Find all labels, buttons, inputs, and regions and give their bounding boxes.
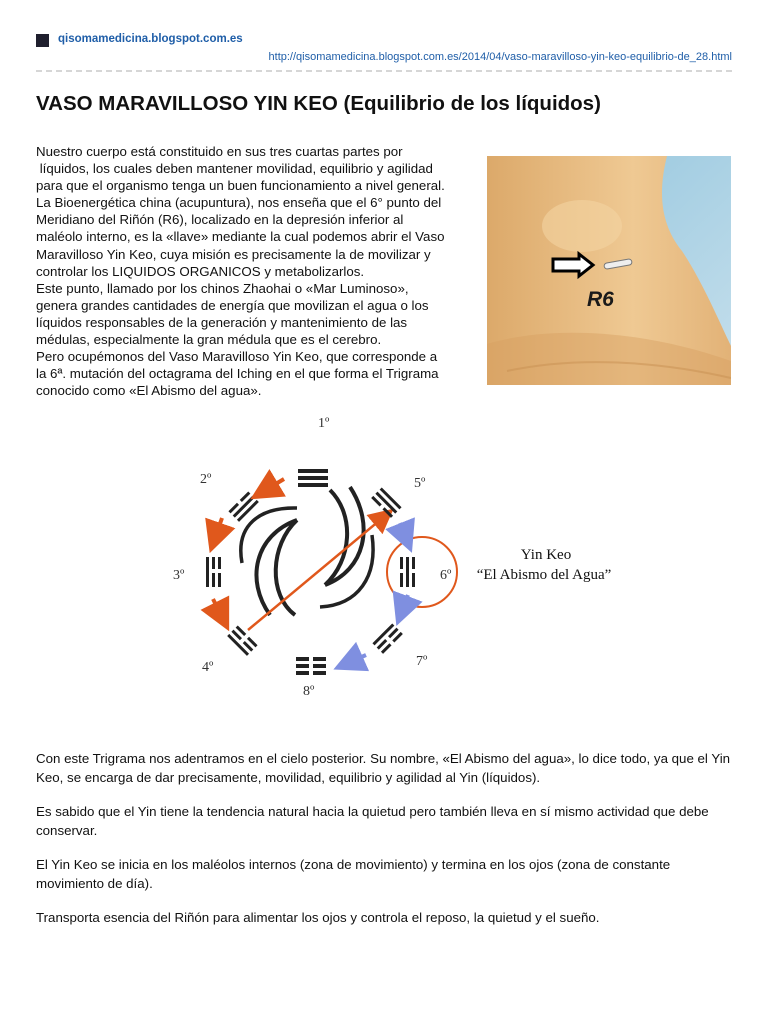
intro-line: conocido como «El Abismo del agua». [36,383,262,399]
label-7: 7º [416,654,428,669]
paragraph: El Yin Keo se inicia en los maléolos internos (zona de movimiento) y termina en los ojos (zona de constante movimiento de día). [36,857,671,891]
paragraph: Con este Trigrama nos adentramos en el cielo posterior. Su nombre, «El Abismo del agua», lo dice todo, ya que el Yin Keo, se encarga de dar precisamente, movilidad, equilibrio y agilidad al Yin (líquidos). [36,751,731,785]
paragraph: Es sabido que el Yin tiene la tendencia natural hacia la quietud pero también lleva en sí mismo actividad que debe conservar. [36,804,709,838]
trigram-1 [298,469,328,487]
trigram-3 [206,557,221,587]
intro-line: Maravilloso Yin Keo, cuya misión es precisamente la de movilizar y [36,246,431,262]
r6-label: R6 [587,288,614,311]
intro-line: controlar los LIQUIDOS ORGANICOS y metabolizarlos. [36,263,365,279]
article-body [36,749,736,942]
label-8: 8º [303,684,315,695]
paragraph: Transporta esencia del Riñón para alimentar los ojos y controla el reposo, la quietud y el sueño. [36,910,600,925]
site-name-link[interactable]: qisomamedicina.blogspot.com.es [58,33,243,45]
trigram-7 [372,623,402,653]
intro-line: genera grandes cantidades de energía que movilizan el agua o los [36,297,429,313]
intro-line: Nuestro cuerpo está constituido en sus tres cuartas partes por [36,144,403,159]
label-1: 1º [318,416,330,431]
diagram-caption-subtitle: “El Abismo del Agua” [476,567,612,583]
ankle-illustration [487,156,731,385]
trigram-5 [371,487,401,517]
label-5: 5º [414,476,426,491]
ankle-photo [487,156,731,385]
label-6: 6º [440,568,452,583]
blog-icon [36,34,49,47]
intro-text [36,143,476,399]
trigram-4 [227,625,257,655]
intro-line: líquidos responsables de la generación y mantenimiento de las [36,314,408,330]
intro-line: para que el organismo tenga un buen funcionamiento a nivel general. [36,178,445,194]
page-url-link[interactable]: http://qisomamedicina.blogspot.com.es/2014/04/vaso-maravilloso-yin-keo-equilibrio-de_28.html [268,51,732,63]
label-3: 3º [173,568,185,583]
article-title: VASO MARAVILLOSO YIN KEO (Equilibrio de los líquidos) [36,92,601,115]
intro-line: La Bioenergética china (acupuntura), nos enseña que el 6° punto del [36,195,442,211]
intro-line: maléolo interno, es la «llave» mediante la cual podemos abrir el Vaso [36,229,445,245]
label-4: 4º [202,660,214,675]
label-2: 2º [200,472,212,487]
trigram-8 [296,657,326,675]
diagram-caption-title: Yin Keo [520,547,572,563]
intro-line: la 6ª. mutación del octagrama del Iching en el que forma el Trigrama [36,366,439,382]
intro-line: Este punto, llamado por los chinos Zhaohai o «Mar Luminoso», [36,280,409,296]
intro-line: Pero ocupémonos del Vaso Maravilloso Yin Keo, que corresponde a [36,349,438,365]
intro-line: médulas, especialmente la gran médula que es el cerebro. [36,332,382,348]
intro-line: líquidos, los cuales deben mantener movilidad, equilibrio y agilidad [36,161,433,177]
header-divider [36,70,732,72]
octagram-diagram [160,405,640,695]
trigram-6 [400,557,415,587]
intro-line: Meridiano del Riñón (R6), localizado en la depresión inferior al [36,212,404,228]
trigram-2 [228,491,258,521]
site-header [36,33,736,79]
